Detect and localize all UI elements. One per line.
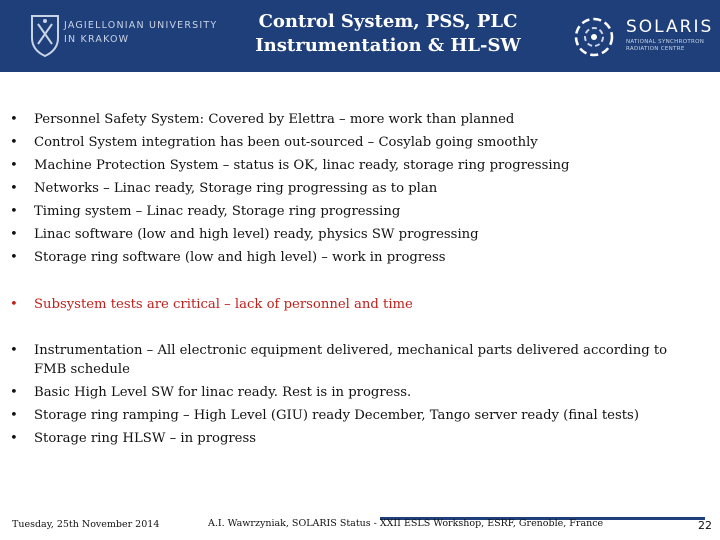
slide-title bbox=[238, 10, 538, 58]
list-item-text: Machine Protection System – status is OK, linac ready, storage ring progressing bbox=[34, 158, 570, 173]
bullet-marker: • bbox=[10, 343, 18, 358]
list-item-text: Storage ring HLSW – in progress bbox=[34, 431, 257, 446]
bullet-marker: • bbox=[10, 158, 18, 173]
solaris-sub-line-1: NATIONAL SYNCHROTRON bbox=[626, 39, 705, 45]
list-item-text: Basic High Level SW for linac ready. Rest is in progress. bbox=[34, 385, 412, 400]
university-line-1: JAGIELLONIAN UNIVERSITY bbox=[64, 20, 218, 31]
list-item-text: Storage ring ramping – High Level (GIU) ready December, Tango server ready (final tests) bbox=[34, 408, 639, 423]
bullet-marker: • bbox=[10, 431, 18, 446]
bullet-marker: • bbox=[10, 204, 18, 219]
title-line-1: Control System, PSS, PLC bbox=[258, 11, 518, 32]
header-bar bbox=[0, 0, 720, 72]
list-item-text: Networks – Linac ready, Storage ring progressing as to plan bbox=[34, 181, 438, 196]
university-line-2: IN KRAKOW bbox=[64, 34, 130, 45]
page-number: 22 bbox=[698, 519, 712, 532]
list-item-text: Storage ring software (low and high level) – work in progress bbox=[34, 250, 446, 265]
bullet-marker: • bbox=[10, 227, 18, 242]
bullet-marker: • bbox=[10, 408, 18, 423]
bullet-marker: • bbox=[10, 181, 18, 196]
solaris-name: SOLARIS bbox=[626, 17, 714, 37]
bullet-marker: • bbox=[10, 250, 18, 265]
list-item-text: Subsystem tests are critical – lack of personnel and time bbox=[34, 297, 413, 312]
university-name bbox=[64, 19, 217, 47]
footer-date: Tuesday, 25th November 2014 bbox=[12, 519, 160, 530]
list-item-text: Linac software (low and high level) ready, physics SW progressing bbox=[34, 227, 479, 242]
bullet-marker: • bbox=[10, 297, 18, 312]
solaris-subtitle bbox=[626, 39, 704, 53]
bullet-marker: • bbox=[10, 112, 18, 127]
list-item-text: Instrumentation – All electronic equipment delivered, mechanical parts delivered according to FMB schedule bbox=[34, 343, 668, 377]
list-item-text: Control System integration has been out-sourced – Cosylab going smoothly bbox=[34, 135, 538, 150]
bullet-marker: • bbox=[10, 135, 18, 150]
list-item-text: Personnel Safety System: Covered by Elettra – more work than planned bbox=[34, 112, 515, 127]
title-line-2: Instrumentation & HL-SW bbox=[255, 35, 521, 56]
solaris-sub-line-2: RADIATION CENTRE bbox=[626, 46, 685, 52]
bullet-marker: • bbox=[10, 385, 18, 400]
footer-credit: A.I. Wawrzyniak, SOLARIS Status - XXII ESLS Workshop, ESRF, Grenoble, France bbox=[208, 518, 604, 529]
list-item-text: Timing system – Linac ready, Storage ring progressing bbox=[34, 204, 401, 219]
